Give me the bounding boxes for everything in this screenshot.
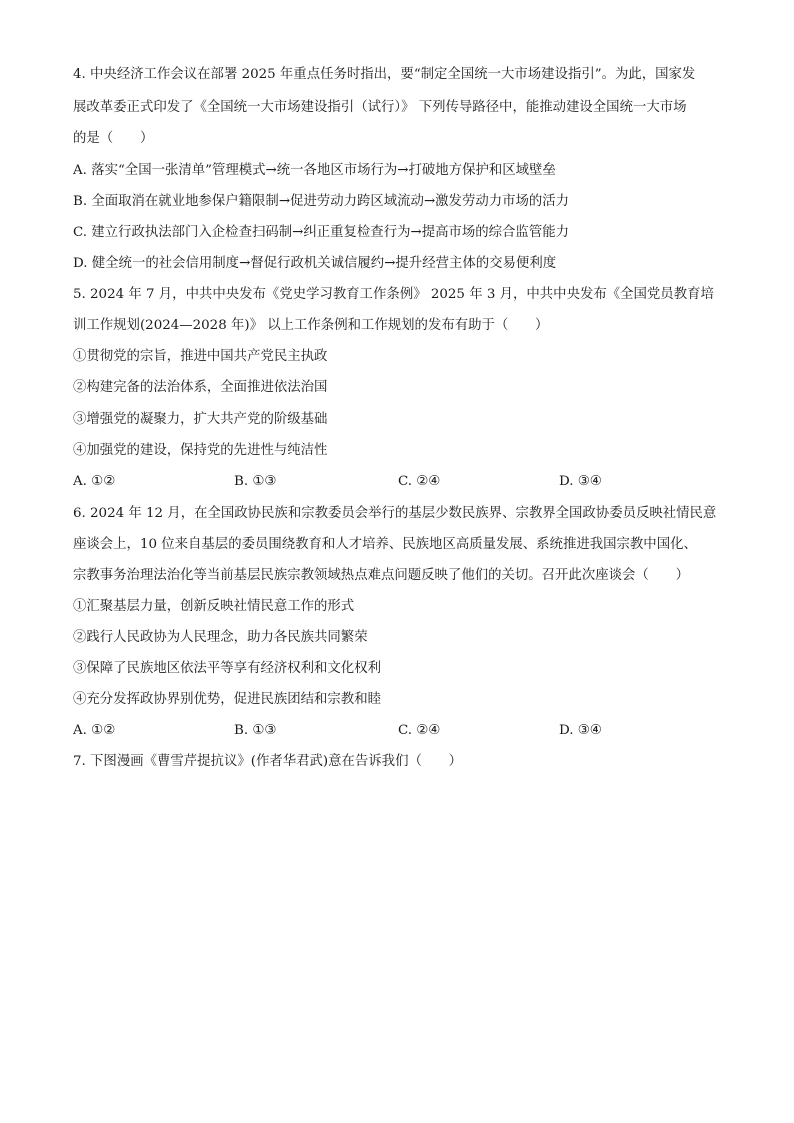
q6-stem-line-2: 座谈会上，10 位来自基层的委员围绕教育和人才培养、民族地区高质量发展、系统推进我国宗教中国化、 [73,537,697,552]
q5-option-a: A. ①② [73,474,116,489]
q5-option-d: D. ③④ [559,474,602,489]
q6-option-b: B. ①③ [234,723,277,738]
q5-options [73,473,733,491]
q6-statement-4: ④充分发挥政协界别优势，促进民族团结和宗教和睦 [73,692,381,707]
q5-option-c: C. ②④ [398,474,441,489]
q5-statement-4: ④加强党的建设，保持党的先进性与纯洁性 [73,443,328,458]
q4-stem-line-2: 展改革委正式印发了《全国统一大市场建设指引（试行）》 下列传导路径中，能推动建设全国统一大市场 [73,100,687,115]
q6-options [73,722,733,740]
q6-statement-2: ②践行人民政协为人民理念，助力各民族共同繁荣 [73,630,368,645]
q6-option-d: D. ③④ [559,723,602,738]
q7-stem-line-1: 7. 下图漫画《曹雪芹提抗议》(作者华君武)意在告诉我们（ ） [73,754,463,769]
q5-stem-line-1: 5. 2024 年 7 月，中共中央发布《党史学习教育工作条例》 2025 年 3 月，中共中央发布《全国党员教育培 [73,287,714,302]
q6-option-c: C. ②④ [398,723,441,738]
q4-option-c: C. 建立行政执法部门入企检查扫码制→纠正重复检查行为→提高市场的综合监管能力 [73,225,569,240]
q5-statement-2: ②构建完备的法治体系，全面推进依法治国 [73,380,328,395]
q5-stem-line-2: 训工作规划(2024—2028 年)》 以上工作条例和工作规划的发布有助于（ ） [73,318,549,333]
q4-stem-line-3: 的是（ ） [73,131,154,146]
q6-statement-1: ①汇聚基层力量，创新反映社情民意工作的形式 [73,599,355,614]
q6-option-a: A. ①② [73,723,116,738]
q5-statement-1: ①贯彻党的宗旨，推进中国共产党民主执政 [73,349,328,364]
q4-option-a: A. 落实“全国一张清单”管理模式→统一各地区市场行为→打破地方保护和区域壁垒 [73,163,556,178]
q5-option-b: B. ①③ [234,474,277,489]
q6-statement-3: ③保障了民族地区依法平等享有经济权利和文化权利 [73,661,381,676]
q4-stem-line-1: 4. 中央经济工作会议在部署 2025 年重点任务时指出，要“制定全国统一大市场建设指引”。为此，国家发 [73,67,696,82]
q6-stem-line-3: 宗教事务治理法治化等当前基层民族宗教领域热点难点问题反映了他们的关切。召开此次座谈会（ ） [73,568,689,583]
q4-option-b: B. 全面取消在就业地参保户籍限制→促进劳动力跨区域流动→激发劳动力市场的活力 [73,194,570,209]
q6-stem-line-1: 6. 2024 年 12 月，在全国政协民族和宗教委员会举行的基层少数民族界、宗教界全国政协委员反映社情民意 [73,506,717,521]
q5-statement-3: ③增强党的凝聚力，扩大共产党的阶级基础 [73,412,328,427]
q4-option-d: D. 健全统一的社会信用制度→督促行政机关诚信履约→提升经营主体的交易便利度 [73,256,557,271]
